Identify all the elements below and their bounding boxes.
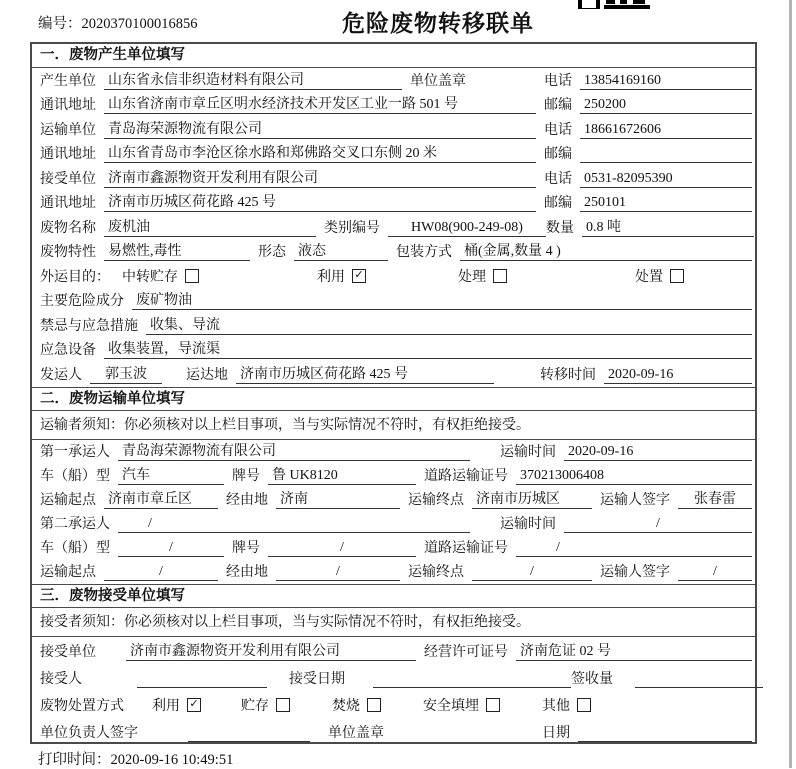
- producer-zip-label: 邮编: [544, 98, 572, 113]
- accept-person-value: [137, 671, 267, 688]
- row-receiver-address: [32, 191, 755, 216]
- row-emergency-equipment: [32, 338, 755, 363]
- purpose-option-utilize: [317, 266, 366, 286]
- checkbox-label: 处置: [635, 269, 663, 285]
- receiver-unit-value: 济南市鑫源物资开发利用有限公司: [104, 167, 536, 188]
- receive-unit-label: 接受单位: [40, 644, 96, 660]
- receive-unit-value: 济南市鑫源物资开发利用有限公司: [126, 640, 416, 661]
- accept-date-label: 接受日期: [289, 671, 345, 687]
- route2-via-label: 经由地: [226, 564, 268, 580]
- checkbox-icon: [185, 269, 199, 283]
- vehicle-type2-value: /: [118, 540, 224, 557]
- receiver-phone-label: 电话: [544, 171, 572, 187]
- qr-code-fragment-icon: [578, 0, 656, 9]
- row-producer-address: [32, 93, 755, 118]
- row-transfer-purpose: [32, 264, 755, 289]
- hazard-label: 主要危险成分: [40, 294, 124, 309]
- route-start-label: 运输起点: [40, 492, 96, 508]
- row-receive-unit: [32, 637, 755, 664]
- section3-title: 三．废物接受单位填写: [32, 584, 755, 608]
- row-responsible-sign: [32, 718, 755, 745]
- waste-category-label: 类别编号: [324, 220, 380, 236]
- waste-form-label: 形态: [258, 245, 286, 260]
- transport-time-label: 运输时间: [500, 444, 556, 460]
- road-license-value: 370213006408: [516, 468, 752, 485]
- transporter-phone-label: 电话: [544, 122, 572, 138]
- page-title: 危险废物转移联单: [342, 11, 534, 36]
- row-transporter-unit: [32, 117, 755, 142]
- transfer-time-label: 转移时间: [540, 367, 596, 383]
- disposal-option-other: [542, 695, 591, 715]
- row-second-carrier: [32, 512, 755, 536]
- section1-title: 一．废物产生单位填写: [32, 44, 755, 68]
- waste-name-value: 废机油: [104, 216, 316, 237]
- row-route-1: [32, 488, 755, 512]
- destination-value: 济南市历城区荷花路 425 号: [236, 363, 494, 384]
- packing-value: 桶(金属,数量 4 ): [460, 240, 752, 261]
- row-dispatch: [32, 362, 755, 387]
- transporter-unit-label: 运输单位: [40, 122, 96, 138]
- transport-time2-label: 运输时间: [500, 516, 556, 532]
- checkbox-icon: [367, 698, 381, 712]
- vehicle-type2-label: 车（船）型: [40, 540, 110, 556]
- purpose-option-storage: [122, 266, 199, 286]
- checkbox-icon: [670, 269, 684, 283]
- carrier-sign-value: 张春雷: [678, 488, 752, 509]
- operate-license-label: 经营许可证号: [424, 644, 508, 660]
- emergency-value: 收集、导流: [146, 314, 752, 335]
- transporter-zip-label: 邮编: [544, 147, 572, 162]
- dispatcher-label: 发运人: [40, 367, 82, 383]
- equipment-label: 应急设备: [40, 343, 96, 358]
- sign-date-value: [578, 725, 752, 742]
- serial-value: 2020370100016856: [81, 16, 198, 32]
- checkbox-label: 焚烧: [332, 698, 360, 714]
- transporter-zip-value: [580, 146, 752, 163]
- disposal-option-landfill: [423, 695, 500, 715]
- purpose-label: 外运目的：: [40, 269, 110, 285]
- receiver-zip-label: 邮编: [544, 196, 572, 211]
- disposal-method-label: 废物处置方式: [40, 698, 124, 714]
- accept-person-label: 接受人: [40, 671, 82, 687]
- serial-label: 编号：: [38, 16, 82, 32]
- checkbox-label: 贮存: [241, 698, 269, 714]
- disposal-option-store: [241, 695, 290, 715]
- road-license2-label: 道路运输证号: [424, 540, 508, 556]
- receiver-notice: 接受者须知：你必须核对以上栏目事项，当与实际情况不符时，有权拒绝接受。: [32, 608, 755, 637]
- waste-character-label: 废物特性: [40, 245, 96, 260]
- checkbox-label: 利用: [317, 269, 345, 285]
- transport-time2-value: /: [564, 516, 752, 533]
- carrier-sign2-value: /: [678, 564, 752, 581]
- checkbox-icon: ✓: [352, 269, 366, 283]
- receipt-qty-value: [635, 671, 763, 688]
- route2-end-label: 运输终点: [408, 564, 464, 580]
- transporter-phone-value: 18661672606: [580, 122, 752, 139]
- route-via-label: 经由地: [226, 492, 268, 508]
- producer-zip-value: 250200: [580, 97, 752, 114]
- checkbox-label: 利用: [152, 698, 180, 714]
- sign-date-label: 日期: [542, 725, 570, 741]
- transfer-time-value: 2020-09-16: [604, 367, 752, 384]
- hazard-value: 废矿物油: [132, 289, 752, 310]
- row-vehicle-2: [32, 536, 755, 560]
- route-start-value: 济南市章丘区: [104, 488, 218, 509]
- disposal-option-incinerate: [332, 695, 381, 715]
- checkbox-icon: ✓: [187, 698, 201, 712]
- receiver-unit-label: 接受单位: [40, 171, 96, 187]
- producer-phone-value: 13854169160: [580, 73, 752, 90]
- dispatcher-value: 郭玉波: [90, 363, 162, 384]
- transporter-address-label: 通讯地址: [40, 147, 96, 162]
- operate-license-value: 济南危证 02 号: [516, 640, 752, 661]
- row-emergency-measures: [32, 313, 755, 338]
- route2-start-label: 运输起点: [40, 564, 96, 580]
- waste-name-label: 废物名称: [40, 220, 96, 236]
- vehicle-type-label: 车（船）型: [40, 468, 110, 484]
- section-transporter: [32, 387, 755, 584]
- producer-phone-label: 电话: [544, 73, 572, 89]
- first-carrier-value: 青岛海荣源物流有限公司: [118, 440, 470, 461]
- packing-label: 包装方式: [396, 245, 452, 260]
- receiver-address-value: 济南市历城区荷花路 425 号: [104, 191, 536, 212]
- purpose-option-treat: [458, 266, 507, 286]
- page-right-edge: [789, 0, 792, 768]
- checkbox-label: 其他: [542, 698, 570, 714]
- row-disposal-method: [32, 691, 755, 718]
- checkbox-label: 处理: [458, 269, 486, 285]
- purpose-option-dispose: [635, 266, 684, 286]
- unit-seal2-label: 单位盖章: [328, 725, 384, 741]
- producer-unit-value: 山东省永信非织造材料有限公司: [104, 69, 402, 90]
- carrier-sign-label: 运输人签字: [600, 492, 670, 508]
- row-waste-character: [32, 240, 755, 265]
- route-end-value: 济南市历城区: [472, 488, 592, 509]
- receipt-qty-label: 签收量: [571, 671, 613, 687]
- emergency-label: 禁忌与应急措施: [40, 318, 138, 334]
- section2-title: 二．废物运输单位填写: [32, 387, 755, 411]
- route2-via-value: /: [276, 564, 400, 581]
- road-license-label: 道路运输证号: [424, 468, 508, 484]
- road-license2-value: /: [516, 540, 752, 557]
- carrier-sign2-label: 运输人签字: [600, 564, 670, 580]
- row-acceptance: [32, 664, 755, 691]
- producer-address-value: 山东省济南市章丘区明水经济技术开发区工业一路 501 号: [104, 93, 536, 114]
- responsible-sign-value: [188, 725, 310, 742]
- checkbox-label: 中转贮存: [122, 269, 178, 285]
- receiver-address-label: 通讯地址: [40, 196, 96, 211]
- section-producer: [32, 44, 755, 387]
- checkbox-icon: [577, 698, 591, 712]
- destination-label: 运达地: [186, 367, 228, 383]
- receiver-phone-value: 0531-82095390: [580, 171, 752, 188]
- second-carrier-value: /: [118, 516, 470, 533]
- checkbox-icon: [276, 698, 290, 712]
- row-vehicle-1: [32, 464, 755, 488]
- row-receiver-unit: [32, 166, 755, 191]
- row-hazard-component: [32, 289, 755, 314]
- manifest-form: [30, 42, 757, 744]
- route2-end-value: /: [472, 564, 592, 581]
- transporter-unit-value: 青岛海荣源物流有限公司: [104, 118, 536, 139]
- responsible-sign-label: 单位负责人签字: [40, 725, 138, 741]
- second-carrier-label: 第二承运人: [40, 516, 110, 532]
- accept-date-value: [373, 671, 571, 688]
- checkbox-label: 安全填埋: [423, 698, 479, 714]
- row-first-carrier: [32, 440, 755, 464]
- vehicle-type-value: 汽车: [118, 464, 224, 485]
- route2-start-value: /: [104, 564, 218, 581]
- producer-unit-label: 产生单位: [40, 73, 96, 89]
- checkbox-icon: [486, 698, 500, 712]
- equipment-value: 收集装置，导流渠: [104, 338, 752, 359]
- receiver-zip-value: 250101: [580, 195, 752, 212]
- first-carrier-label: 第一承运人: [40, 444, 110, 460]
- plate2-value: /: [268, 540, 416, 557]
- plate-label: 牌号: [232, 468, 260, 484]
- transporter-address-value: 山东省青岛市李沧区徐水路和郑佛路交叉口东侧 20 米: [104, 142, 536, 163]
- route-via-value: 济南: [276, 488, 400, 509]
- row-route-2: [32, 560, 755, 584]
- waste-form-value: 液态: [294, 240, 388, 261]
- waste-qty-label: 数量: [546, 220, 574, 236]
- unit-seal-label: 单位盖章: [410, 73, 466, 89]
- checkbox-icon: [493, 269, 507, 283]
- route-end-label: 运输终点: [408, 492, 464, 508]
- plate-value: 鲁 UK8120: [268, 464, 416, 485]
- plate2-label: 牌号: [232, 540, 260, 556]
- print-time: 打印时间：2020-09-16 10:49:51: [38, 752, 234, 768]
- disposal-option-utilize: [152, 695, 201, 715]
- row-waste-name: [32, 215, 755, 240]
- section-receiver: [32, 584, 755, 745]
- row-transporter-address: [32, 142, 755, 167]
- waste-category-value: HW08(900-249-08): [388, 220, 546, 237]
- waste-character-value: 易燃性,毒性: [104, 240, 250, 261]
- waste-qty-value: 0.8 吨: [582, 216, 754, 237]
- transport-time-value: 2020-09-16: [564, 444, 752, 461]
- transporter-notice: 运输者须知：你必须核对以上栏目事项，当与实际情况不符时，有权拒绝接受。: [32, 411, 755, 440]
- row-producer-unit: [32, 68, 755, 93]
- producer-address-label: 通讯地址: [40, 98, 96, 113]
